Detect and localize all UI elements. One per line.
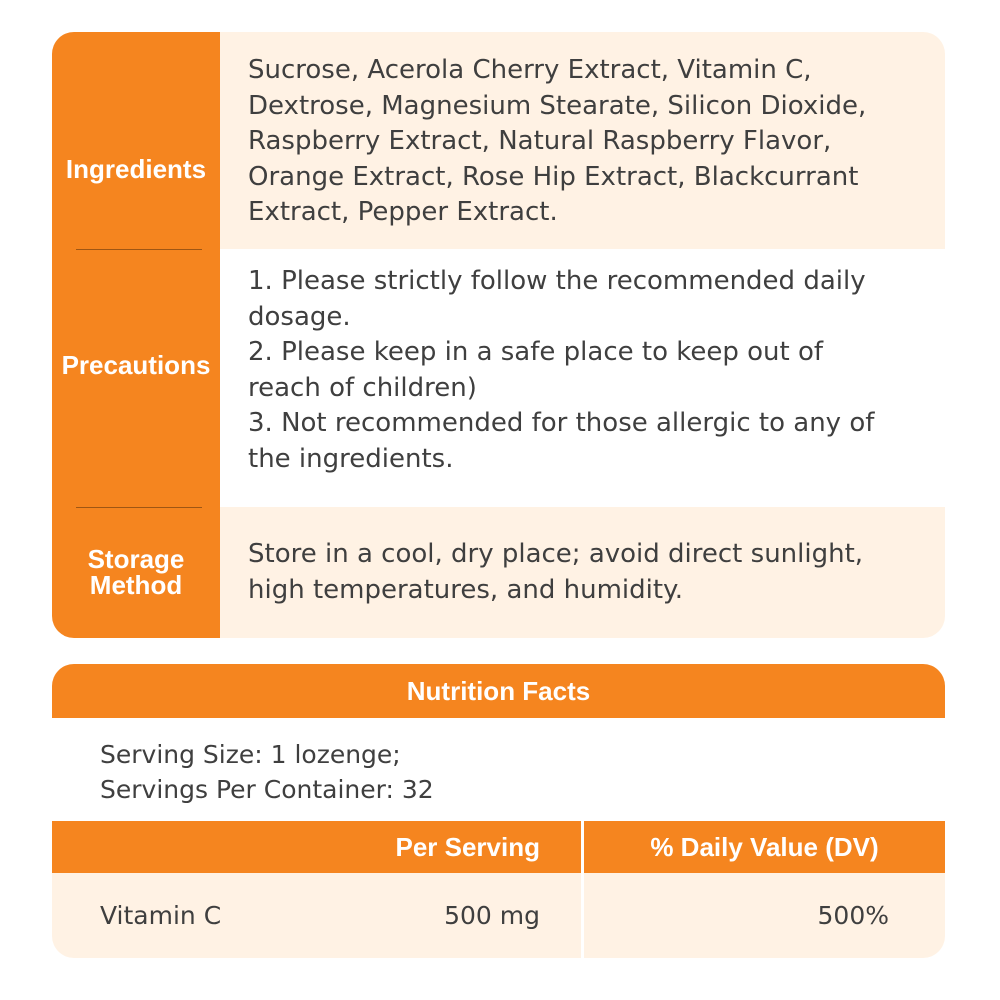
storage-label-line: Method: [89, 570, 183, 600]
precautions-row: [220, 249, 945, 507]
info-content-column: [220, 32, 945, 638]
ingredients-label: Ingredients: [65, 154, 207, 184]
precautions-text: 1. Please strictly follow the recommended daily dosage. 2. Please keep in a safe place to keep out of reach of children) 3. Not recommended for those allergic to any of the ingredients.: [248, 266, 875, 474]
serving-size: Serving Size: 1 lozenge;: [100, 740, 401, 769]
ingredients-row: [220, 32, 945, 249]
nutrient-row-main: [52, 873, 581, 958]
serving-info: [100, 737, 434, 807]
nutrient-name: Vitamin C: [100, 901, 222, 930]
servings-per-container: Servings Per Container: 32: [100, 775, 434, 804]
storage-row: [220, 507, 945, 638]
per-serving-header: [52, 821, 581, 873]
per-serving-header-label: Per Serving: [395, 832, 540, 862]
storage-label-line: Storage: [87, 544, 185, 574]
ingredients-text: Sucrose, Acerola Cherry Extract, Vitamin C, Dextrose, Magnesium Stearate, Silicon Dioxide, Raspberry Extract, Natural Raspberry Flavor, Orange Extract, Rose Hip Extract, Blackcurrant Extract, Pepper Extract.: [248, 55, 867, 227]
precautions-label: Precautions: [61, 350, 211, 380]
nutrient-row-dv: [584, 873, 945, 958]
label-divider: [76, 249, 202, 250]
nutrient-daily-value: 500%: [817, 901, 889, 930]
nutrition-facts-card: [52, 664, 945, 958]
daily-value-header: % Daily Value (DV): [584, 821, 945, 873]
nutrition-facts-title: Nutrition Facts: [52, 664, 945, 718]
label-divider: [76, 507, 202, 508]
info-label-column: [52, 32, 220, 638]
product-info-card: [52, 32, 945, 638]
nutrient-per-serving: 500 mg: [444, 901, 540, 930]
storage-text: Store in a cool, dry place; avoid direct sunlight, high temperatures, and humidity.: [248, 539, 864, 605]
storage-method-label: [52, 546, 220, 598]
